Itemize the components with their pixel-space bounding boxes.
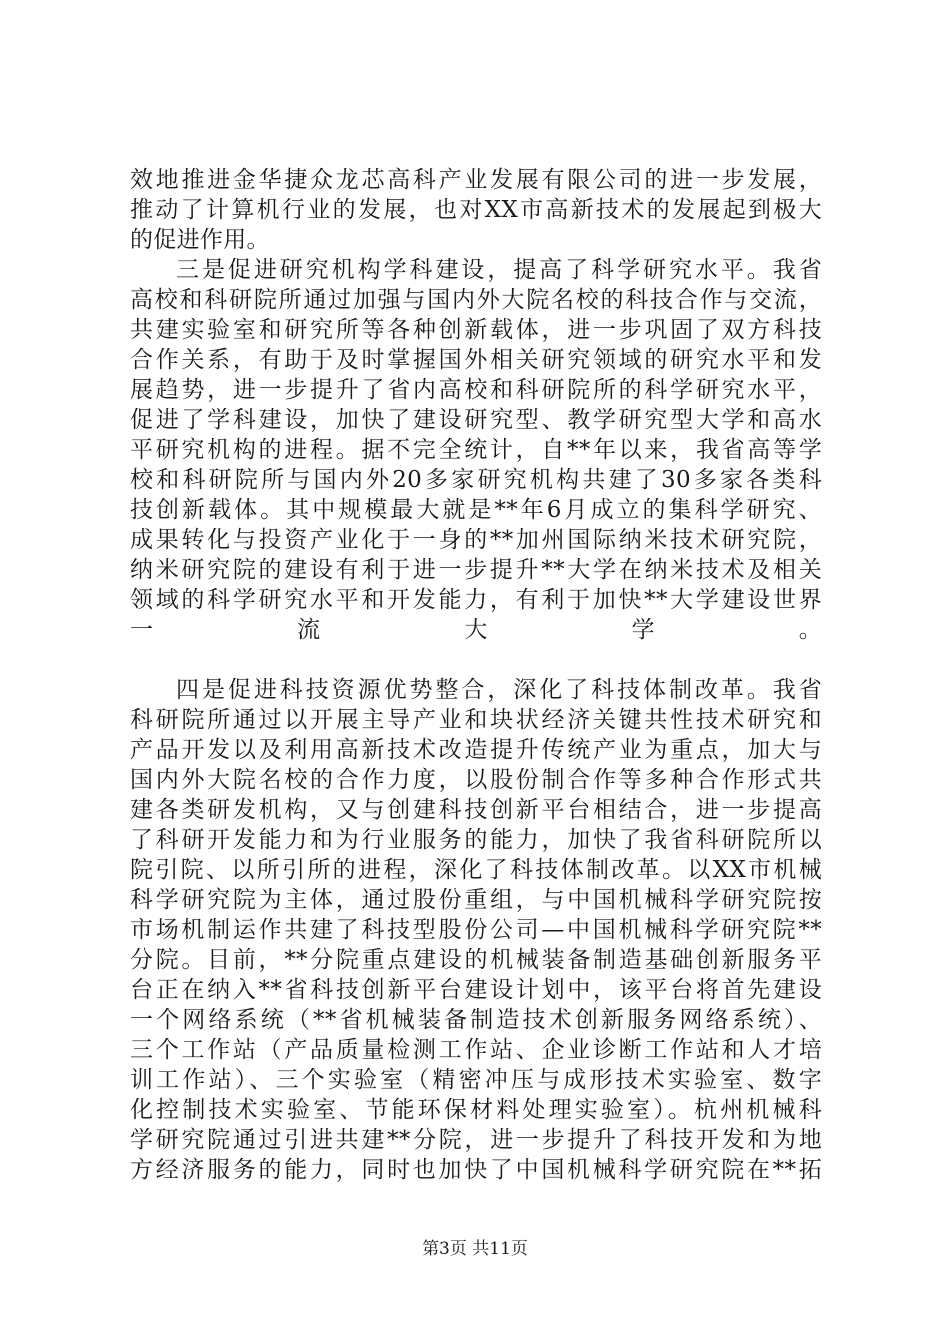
text-line: 训工作站）、三个实验室（精密冲压与成形技术实验室、数字 [130, 1067, 822, 1093]
text-line: 学研究院通过引进共建**分院，进一步提升了科技开发和为地 [130, 1127, 822, 1153]
text-line: 共建实验室和研究所等各种创新载体，进一步巩固了双方科技 [130, 317, 822, 343]
text-line: 的促进作用。 [130, 227, 270, 253]
text-line: 分院。目前，**分院重点建设的机械装备制造基础创新服务平 [130, 947, 822, 973]
text-line: 高校和科研院所通过加强与国内外大院名校的科技合作与交流， [130, 287, 822, 313]
document-body [130, 165, 822, 1185]
text-line: 科研院所通过以开展主导产业和块状经济关键共性技术研究和 [130, 707, 822, 733]
text-line: 平研究机构的进程。据不完全统计，自**年以来，我省高等学 [130, 437, 822, 463]
text-line: 三是促进研究机构学科建设，提高了科学研究水平。我省 [176, 257, 822, 283]
text-line: 科学研究院为主体，通过股份重组，与中国机械科学研究院按 [130, 887, 822, 913]
text-line: 三个工作站（产品质量检测工作站、企业诊断工作站和人才培 [130, 1037, 822, 1063]
text-line: 合作关系，有助于及时掌握国外相关研究领域的研究水平和发 [130, 347, 822, 373]
text-line: 院引院、以所引所的进程，深化了科技体制改革。以XX市机械 [130, 857, 822, 883]
text-line: 了科研开发能力和为行业服务的能力，加快了我省科研院所以 [130, 827, 822, 853]
text-line: 台正在纳入**省科技创新平台建设计划中，该平台将首先建设 [130, 977, 822, 1003]
text-line: 一流大学。 [130, 617, 822, 643]
text-line: 国内外大院名校的合作力度，以股份制合作等多种合作形式共 [130, 767, 822, 793]
text-line: 效地推进金华捷众龙芯高科产业发展有限公司的进一步发展， [130, 167, 822, 193]
text-line: 促进了学科建设，加快了建设研究型、教学研究型大学和高水 [130, 407, 822, 433]
text-line: 展趋势，进一步提升了省内高校和科研院所的科学研究水平， [130, 377, 822, 403]
text-line: 校和科研院所与国内外20多家研究机构共建了30多家各类科 [130, 467, 822, 493]
text-line: 推动了计算机行业的发展，也对XX市高新技术的发展起到极大 [130, 197, 822, 223]
text-line: 产品开发以及利用高新技术改造提升传统产业为重点，加大与 [130, 737, 822, 763]
text-line: 领域的科学研究水平和开发能力，有利于加快**大学建设世界 [130, 587, 822, 613]
text-line: 市场机制运作共建了科技型股份公司—中国机械科学研究院** [130, 917, 822, 943]
text-line: 一个网络系统（**省机械装备制造技术创新服务网络系统）、 [130, 1007, 822, 1033]
text-line: 技创新载体。其中规模最大就是**年6月成立的集科学研究、 [130, 497, 822, 523]
text-line: 建各类研发机构，又与创建科技创新平台相结合，进一步提高 [130, 797, 822, 823]
page-number-footer: 第3页 共11页 [422, 1239, 528, 1259]
text-line: 化控制技术实验室、节能环保材料处理实验室）。杭州机械科 [130, 1097, 822, 1123]
text-line: 纳米研究院的建设有利于进一步提升**大学在纳米技术及相关 [130, 557, 822, 583]
text-line: 四是促进科技资源优势整合，深化了科技体制改革。我省 [176, 677, 822, 703]
text-line: 成果转化与投资产业化于一身的**加州国际纳米技术研究院， [130, 527, 822, 553]
text-line: 方经济服务的能力，同时也加快了中国机械科学研究院在**拓 [130, 1157, 822, 1183]
text-line [130, 645, 822, 675]
